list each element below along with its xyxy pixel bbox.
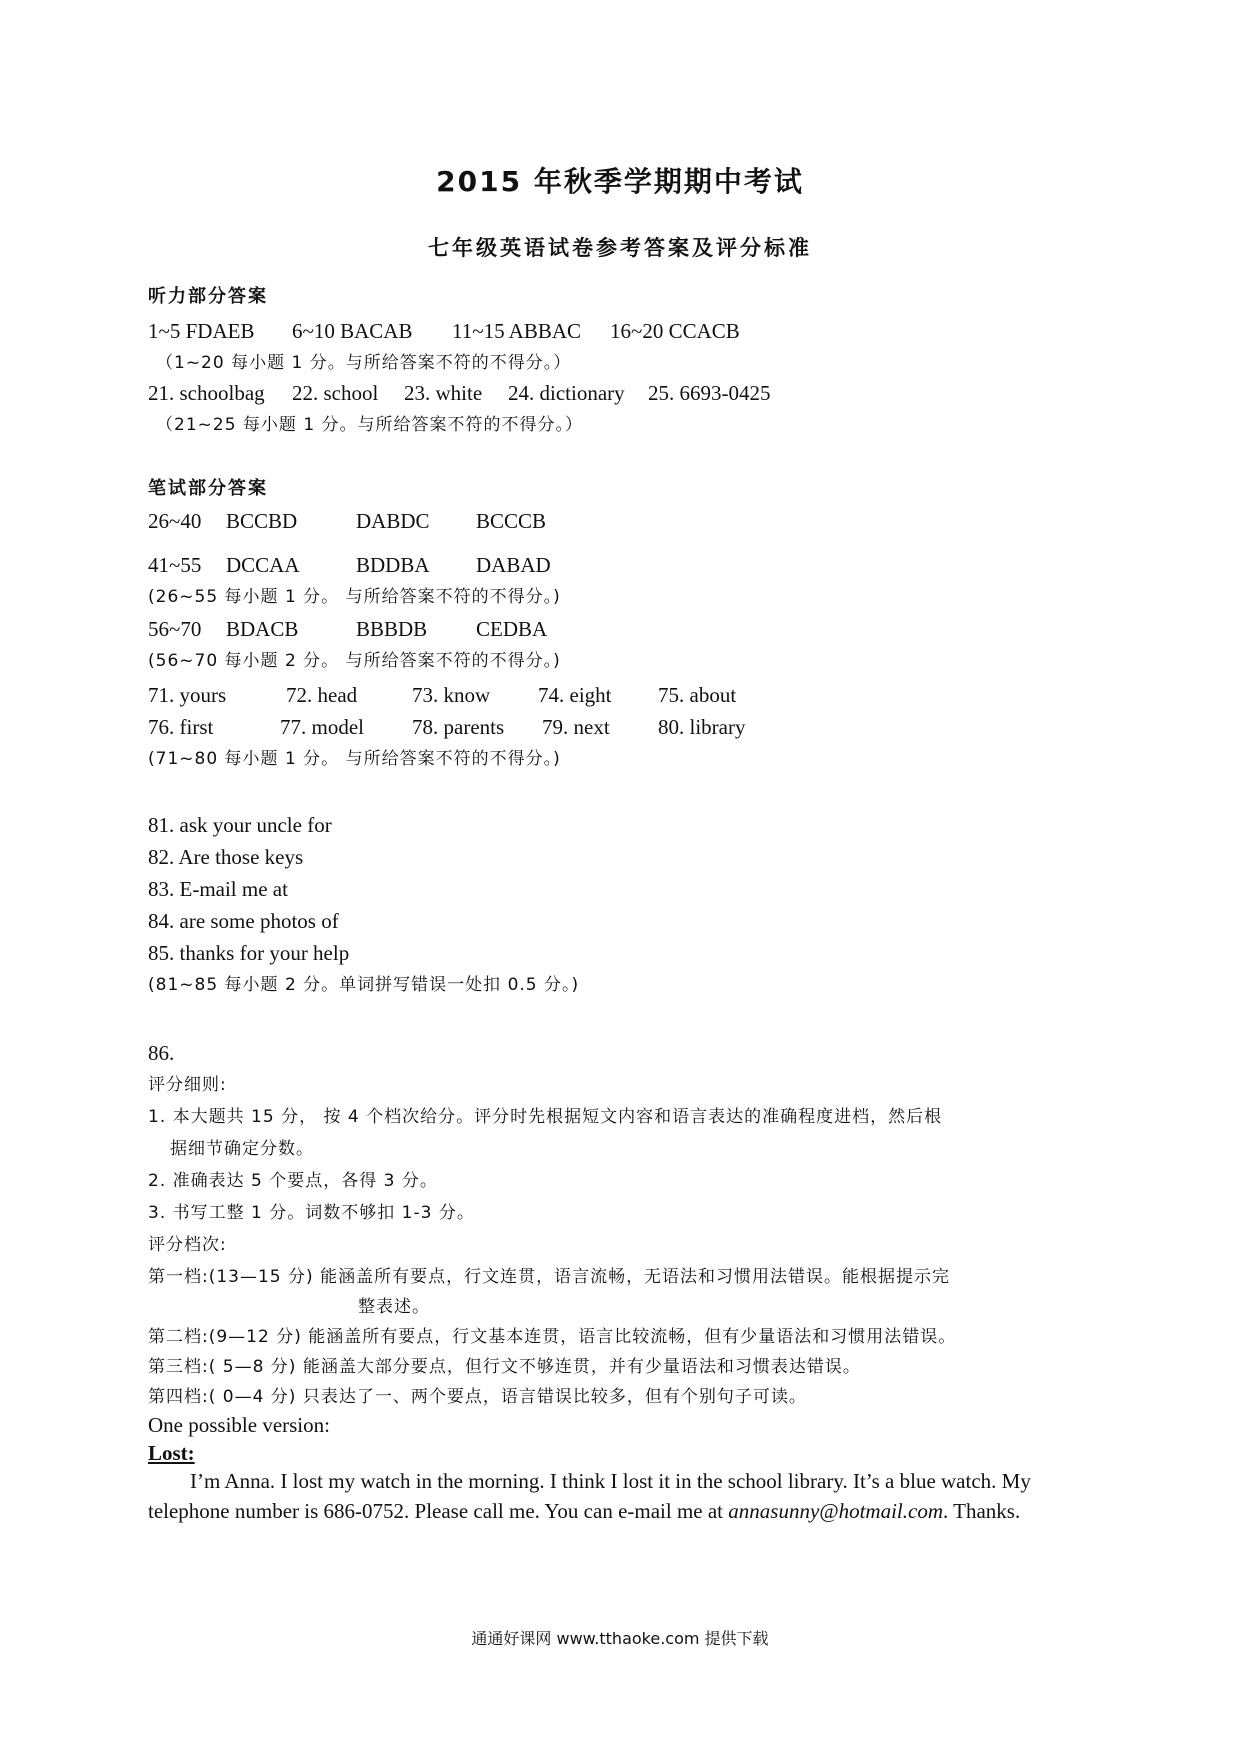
written-word-80: 80. library bbox=[658, 715, 746, 739]
listening-note-1: （1~20 每小题 1 分。与所给答案不符的不得分。） bbox=[156, 353, 572, 373]
listening-word-21: 21. schoolbag bbox=[148, 381, 265, 405]
written-answer-66-70: CEDBA bbox=[476, 617, 548, 641]
rule-3: 3. 书写工整 1 分。词数不够扣 1-3 分。 bbox=[148, 1203, 475, 1223]
written-note-2: (56~70 每小题 2 分。 与所给答案不符的不得分。) bbox=[148, 651, 561, 671]
sample-email: annasunny@hotmail.com bbox=[728, 1499, 943, 1523]
listening-word-23: 23. white bbox=[404, 381, 483, 405]
written-word-71: 71. yours bbox=[148, 683, 227, 707]
page-title: 2015 年秋季学期期中考试 bbox=[436, 165, 804, 198]
listening-word-22: 22. school bbox=[292, 381, 379, 405]
page-subtitle: 七年级英语试卷参考答案及评分标准 bbox=[428, 236, 812, 260]
lost-title: Lost: bbox=[148, 1441, 195, 1465]
rule-1-line-1: 1. 本大题共 15 分， 按 4 个档次给分。评分时先根据短文内容和语言表达的准确程度进档，然后根 bbox=[148, 1107, 943, 1127]
sample-text: I’m Anna. I lost my watch in the morning. I think I lost it in the school library. It’s a blue watch. My telephone number is 686-0752. Please call me. You can e-mail me at bbox=[148, 1469, 1031, 1523]
written-range-56-70: 56~70 bbox=[148, 617, 202, 641]
listening-answer-4: 16~20 CCACB bbox=[610, 319, 740, 343]
listening-word-24: 24. dictionary bbox=[508, 381, 625, 405]
written-note-3: (71~80 每小题 1 分。 与所给答案不符的不得分。) bbox=[148, 749, 561, 769]
level-4: 第四档:( 0—4 分) 只表达了一、两个要点，语言错误比较多，但有个别句子可读。 bbox=[148, 1387, 807, 1407]
written-word-77: 77. model bbox=[280, 715, 364, 739]
written-phrase-82: 82. Are those keys bbox=[148, 845, 304, 869]
written-answer-61-65: BBBDB bbox=[356, 617, 428, 641]
written-answer-36-40: BCCCB bbox=[476, 509, 547, 533]
possible-version-label: One possible version: bbox=[148, 1413, 330, 1437]
written-answer-31-35: DABDC bbox=[356, 509, 430, 533]
sample-paragraph bbox=[148, 1466, 1108, 1526]
written-range-26-40: 26~40 bbox=[148, 509, 202, 533]
rule-2: 2. 准确表达 5 个要点，各得 3 分。 bbox=[148, 1171, 438, 1191]
written-answer-46-50: BDDBA bbox=[356, 553, 430, 577]
listening-note-2: （21~25 每小题 1 分。与所给答案不符的不得分。） bbox=[156, 415, 584, 435]
written-answer-41-45: DCCAA bbox=[226, 553, 300, 577]
level-3: 第三档:( 5—8 分) 能涵盖大部分要点，但行文不够连贯，并有少量语法和习惯表达错误。 bbox=[148, 1357, 861, 1377]
listening-answer-2: 6~10 BACAB bbox=[292, 319, 413, 343]
written-word-79: 79. next bbox=[542, 715, 610, 739]
written-phrase-83: 83. E-mail me at bbox=[148, 877, 288, 901]
footer-download-note: 通通好课网 www.tthaoke.com 提供下载 bbox=[471, 1629, 769, 1648]
written-word-78: 78. parents bbox=[412, 715, 505, 739]
written-range-41-55: 41~55 bbox=[148, 553, 202, 577]
written-heading: 笔试部分答案 bbox=[148, 478, 268, 499]
rule-1-line-2: 据细节确定分数。 bbox=[170, 1139, 314, 1159]
written-note-1: (26~55 每小题 1 分。 与所给答案不符的不得分。) bbox=[148, 587, 561, 607]
written-word-74: 74. eight bbox=[538, 683, 612, 707]
written-word-76: 76. first bbox=[148, 715, 214, 739]
written-phrase-85: 85. thanks for your help bbox=[148, 941, 350, 965]
level-1-line-2: 整表述。 bbox=[358, 1297, 430, 1317]
levels-heading: 评分档次: bbox=[148, 1235, 227, 1255]
level-1-line-1: 第一档:(13—15 分) 能涵盖所有要点，行文连贯，语言流畅，无语法和习惯用法错误。能根据提示完 bbox=[148, 1267, 951, 1287]
listening-word-25: 25. 6693-0425 bbox=[648, 381, 771, 405]
listening-heading: 听力部分答案 bbox=[148, 286, 268, 307]
written-answer-26-30: BCCBD bbox=[226, 509, 298, 533]
sample-end: . Thanks. bbox=[943, 1499, 1021, 1523]
written-word-75: 75. about bbox=[658, 683, 737, 707]
written-word-72: 72. head bbox=[286, 683, 358, 707]
written-word-73: 73. know bbox=[412, 683, 491, 707]
written-answer-51-55: DABAD bbox=[476, 553, 551, 577]
level-2: 第二档:(9—12 分) 能涵盖所有要点，行文基本连贯，语言比较流畅，但有少量语法和习惯用法错误。 bbox=[148, 1327, 957, 1347]
written-answer-56-60: BDACB bbox=[226, 617, 299, 641]
written-note-4: (81~85 每小题 2 分。单词拼写错误一处扣 0.5 分。) bbox=[148, 975, 580, 995]
written-phrase-81: 81. ask your uncle for bbox=[148, 813, 332, 837]
rules-heading: 评分细则: bbox=[148, 1075, 227, 1095]
writing-number: 86. bbox=[148, 1041, 175, 1065]
listening-answer-3: 11~15 ABBAC bbox=[452, 319, 582, 343]
listening-answer-1: 1~5 FDAEB bbox=[148, 319, 255, 343]
written-phrase-84: 84. are some photos of bbox=[148, 909, 339, 933]
